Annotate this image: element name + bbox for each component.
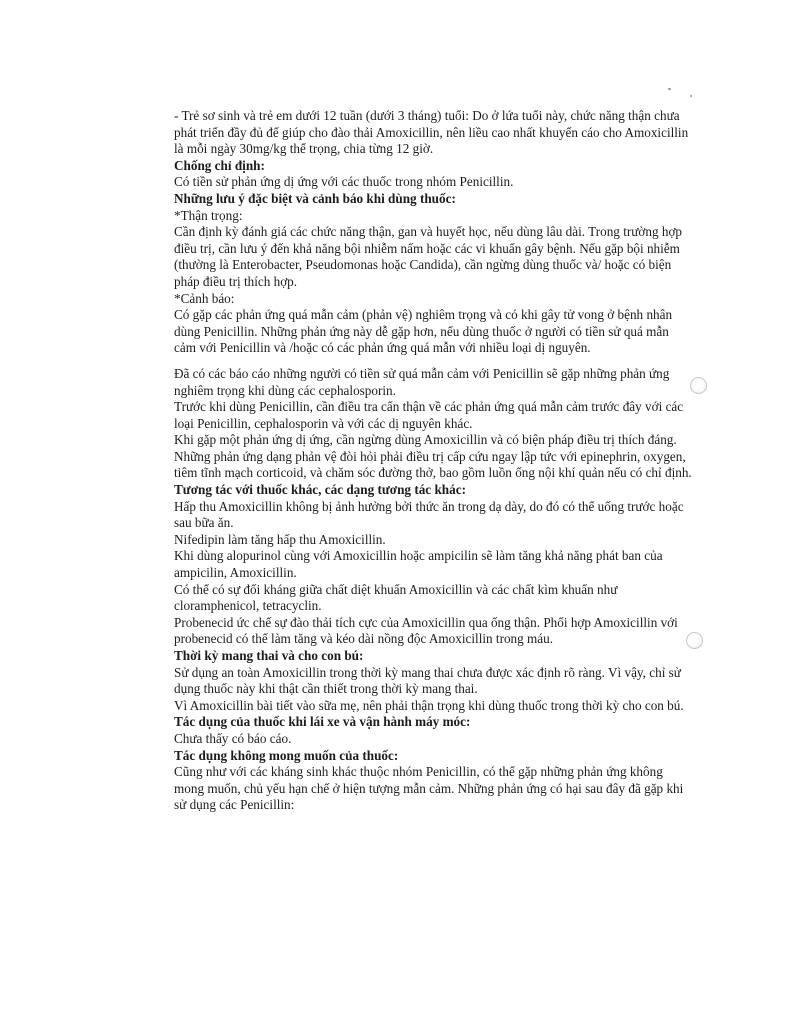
nifedipin-text: Nifedipin làm tăng hấp thu Amoxicillin. (174, 531, 386, 547)
side-effects-text: Cũng như với các kháng sinh khác thuộc nhóm Penicillin, có thể gặp những phản ứng không mong muốn, chủ yếu hạn chế ở hiện tượng mẫn cảm. Những phản ứng có hại sau đây đã gặp khi sử dụng các Penicillin: (174, 764, 684, 813)
interactions-heading: Tương tác với thuốc khác, các dạng tương tác khác: (174, 482, 466, 498)
punch-hole-upper (690, 377, 707, 394)
absorption-text: Hấp thu Amoxicillin không bị ảnh hưởng bởi thức ăn trong dạ dày, do đó có thể uống trước hoặc sau bữa ăn. (174, 498, 684, 531)
pregnancy-heading: Thời kỳ mang thai và cho con bú: (174, 648, 364, 663)
contraindications-heading: Chống chỉ định: (174, 157, 265, 173)
allergic-reaction-text: Khi gặp một phản ứng dị ứng, cần ngừng dùng Amoxicillin và có biện pháp điều trị thích đáng. Những phản ứng dạng phản vệ đòi hỏi phải điều trị cấp cứu ngay lập tức với epinephrin, oxygen, tiêm tĩnh mạch corticoid, và chăm sóc đường thở, bao gồm luồn ống nội khí quản nếu có chỉ định. (174, 432, 692, 481)
alert-subheading: *Cảnh báo: (174, 290, 235, 306)
neonate-dosage-paragraph: - Trẻ sơ sinh và trẻ em dưới 12 tuần (dưới 3 tháng) tuổi: Do ở lứa tuổi này, chức năng thận chưa phát triển đầy đủ để giúp cho đào thải Amoxicillin, nên liều cao nhất khuyến cáo cho Amoxicillin là mỗi ngày 30mg/kg thể trọng, chia từng 12 giờ. (174, 108, 689, 157)
scan-speck (668, 88, 671, 90)
side-effects-heading: Tác dụng không mong muốn của thuốc: (174, 747, 399, 763)
before-use-text: Trước khi dùng Penicillin, cần điều tra cẩn thận về các phản ứng quá mẫn cảm trước đây với các loại Penicillin, cephalosporin và với các dị nguyên khác. (174, 399, 684, 431)
punch-hole-lower (686, 632, 703, 649)
pregnancy-text: Sử dụng an toàn Amoxicillin trong thời kỳ mang thai chưa được xác định rõ ràng. Vì vậy, chỉ sử dụng thuốc này khi thật cần thiết trong thời kỳ mang thai. (174, 664, 681, 697)
reports-text: Đã có các báo cáo những người có tiền sử quá mẫn cảm với Penicillin sẽ gặp những phản ứng nghiêm trọng khi dùng các cephalosporin. (174, 365, 670, 398)
warnings-heading: Những lưu ý đặc biệt và cảnh báo khi dùng thuốc: (174, 190, 456, 206)
contraindications-text: Có tiền sử phản ứng dị ứng với các thuốc trong nhóm Penicillin. (174, 174, 514, 190)
caution-text: Cần định kỳ đánh giá các chức năng thận, gan và huyết học, nếu dùng lâu dài. Trong trường hợp điều trị, cần lưu ý đến khả năng bội nhiễm nấm hoặc các vi khuẩn gây bệnh. Nếu gặp bội nhiễm (thường là Enterobacter, Pseudomonas hoặc Candida), cần ngừng dùng thuốc và/ hoặc có biện pháp điều trị thích hợp. (174, 224, 683, 289)
caution-subheading: *Thận trọng: (174, 207, 243, 223)
probenecid-text: Probenecid ức chế sự đào thải tích cực của Amoxicillin qua ống thận. Phối hợp Amoxicillin với probenecid có thể làm tăng và kéo dài nồng độc Amoxicillin trong máu. (174, 614, 678, 647)
breastfeeding-text: Vì Amoxicillin bài tiết vào sữa mẹ, nên phải thận trọng khi dùng thuốc trong thời kỳ cho con bú. (174, 697, 684, 713)
alert-text: Có gặp các phản ứng quá mẫn cảm (phản vệ) nghiêm trọng và có khi gây tử vong ở bệnh nhân dùng Penicillin. Những phản ứng này dễ gặp hơn, nếu dùng thuốc ở người có tiền sử quá mẫn cảm với Penicillin và /hoặc có các phản ứng quá mẫn với nhiều loại dị nguyên. (174, 307, 673, 356)
document-page (174, 108, 694, 814)
driving-text: Chưa thấy có báo cáo. (174, 730, 292, 746)
driving-heading: Tác dụng của thuốc khi lái xe và vận hành máy móc: (174, 714, 471, 730)
scan-speck (690, 95, 692, 97)
antagonism-text: Có thể có sự đối kháng giữa chất diệt khuẩn Amoxicillin và các chất kìm khuẩn như cloramphenicol, tetracyclin. (174, 581, 618, 614)
allopurinol-text: Khi dùng alopurinol cùng với Amoxicillin hoặc ampicilin sẽ làm tăng khả năng phát ban của ampicilin, Amoxicillin. (174, 548, 663, 581)
